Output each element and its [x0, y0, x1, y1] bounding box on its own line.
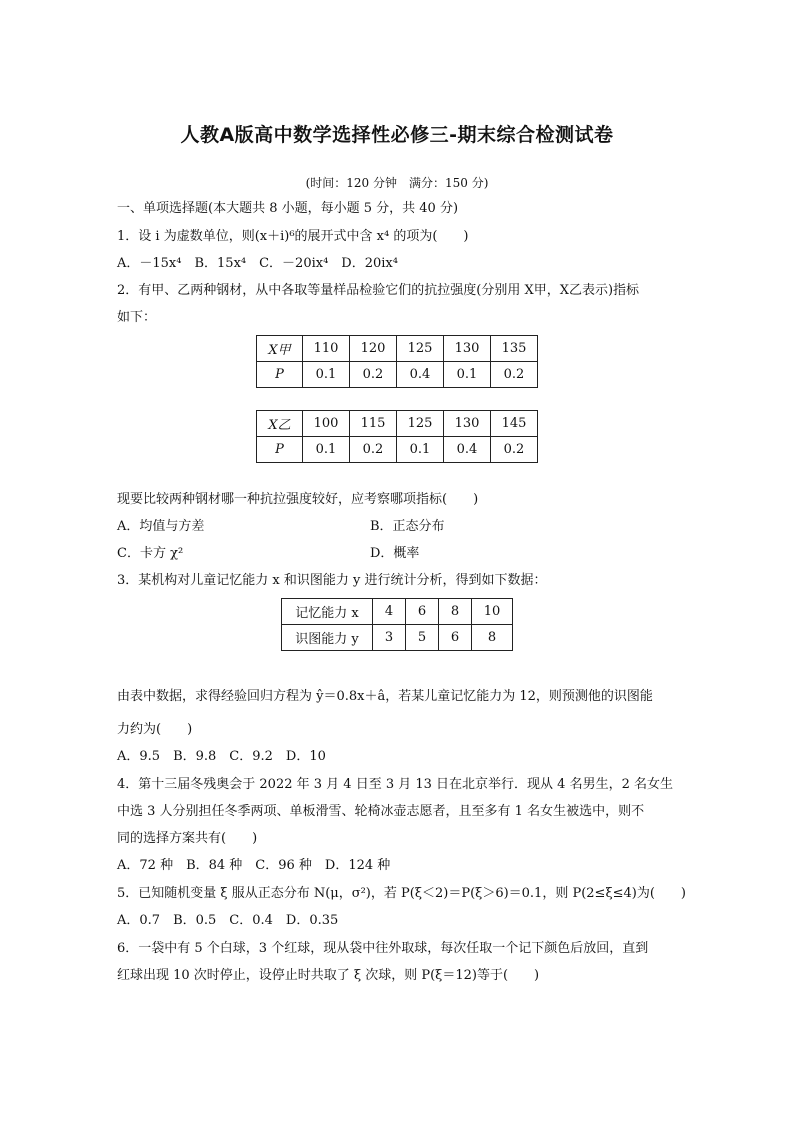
table-cell: 0.4 — [444, 437, 491, 463]
exam-time-score: (时间：120 分钟 满分：150 分) — [305, 176, 489, 190]
table-cell: 0.1 — [444, 362, 491, 388]
table-cell: P — [257, 362, 303, 388]
table-cell: 145 — [491, 411, 538, 437]
table-cell: P — [257, 437, 303, 463]
q6-line2: 红球出现 10 次时停止，设停止时共取了 ξ 次球，则 P(ξ＝12)等于( ) — [117, 968, 540, 983]
table-cell: 0.2 — [491, 437, 538, 463]
table-cell: 0.4 — [397, 362, 444, 388]
table-cell: X乙 — [257, 411, 303, 437]
q5-stem: 5．已知随机变量 ξ 服从正态分布 N(μ，σ²)，若 P(ξ＜2)＝P(ξ＞6)＝0.1，则 P(2≤ξ≤4)为( ) — [117, 886, 686, 901]
table-cell: 6 — [439, 625, 472, 651]
q4-options: A．72 种 B．84 种 C．96 种 D．124 种 — [117, 858, 391, 873]
table-cell: 10 — [472, 599, 513, 625]
q1-options: A．－15x⁴ B．15x⁴ C．－20ix⁴ D．20ix⁴ — [117, 256, 398, 271]
q6-line1: 6．一袋中有 5 个白球，3 个红球，现从袋中往外取球，每次任取一个记下颜色后放回，直到 — [117, 941, 649, 956]
table-cell: 记忆能力 x — [282, 599, 373, 625]
q2-stem-line2: 如下： — [117, 310, 157, 325]
table-cell: X甲 — [257, 336, 303, 362]
table-cell: 识图能力 y — [282, 625, 373, 651]
table-cell: 125 — [397, 411, 444, 437]
q2-question: 现要比较两种钢材哪一种抗拉强度较好，应考察哪项指标( ) — [117, 492, 479, 507]
q2-option-b: B．正态分布 — [370, 519, 445, 534]
table-cell: 135 — [491, 336, 538, 362]
table-cell: 6 — [406, 599, 439, 625]
table-row — [257, 336, 538, 362]
table-cell: 0.1 — [303, 362, 350, 388]
table-row — [257, 411, 538, 437]
table-row — [257, 362, 538, 388]
table-cell: 110 — [303, 336, 350, 362]
q5-options: A．0.7 B．0.5 C．0.4 D．0.35 — [117, 913, 339, 928]
q3-stem: 3．某机构对儿童记忆能力 x 和识图能力 y 进行统计分析，得到如下数据： — [117, 573, 547, 588]
table-cell: 8 — [472, 625, 513, 651]
q3-line2: 由表中数据，求得经验回归方程为 ŷ＝0.8x＋â，若某儿童记忆能力为 12，则预测他的识图能 — [117, 689, 653, 704]
table-cell: 0.2 — [350, 437, 397, 463]
table-cell: 130 — [444, 336, 491, 362]
table-cell: 115 — [350, 411, 397, 437]
q3-options: A．9.5 B．9.8 C．9.2 D．10 — [117, 749, 326, 764]
exam-title: 人教A版高中数学选择性必修三-期末综合检测试卷 — [180, 124, 614, 146]
table-cell: 0.2 — [491, 362, 538, 388]
table-cell: 100 — [303, 411, 350, 437]
q4-line3: 同的选择方案共有( ) — [117, 831, 258, 846]
q2-option-c: C．卡方 χ² — [117, 546, 184, 561]
table-cell: 0.1 — [397, 437, 444, 463]
table-cell: 3 — [373, 625, 406, 651]
q3-table — [281, 598, 513, 651]
table-row — [282, 625, 513, 651]
q2-table-yi — [256, 410, 538, 463]
table-cell: 125 — [397, 336, 444, 362]
q4-line1: 4．第十三届冬残奥会于 2022 年 3 月 4 日至 3 月 13 日在北京举行．现从 4 名男生，2 名女生 — [117, 777, 673, 792]
q2-option-a: A．均值与方差 — [117, 519, 205, 534]
q4-line2: 中选 3 人分别担任冬季两项、单板滑雪、轮椅冰壶志愿者，且至多有 1 名女生被选中，则不 — [117, 804, 645, 819]
q1-stem: 1．设 i 为虚数单位，则(x＋i)⁶的展开式中含 x⁴ 的项为( ) — [117, 229, 469, 244]
table-row — [282, 599, 513, 625]
table-cell: 120 — [350, 336, 397, 362]
q3-line3: 力约为( ) — [117, 722, 193, 737]
q2-option-d: D．概率 — [370, 546, 420, 561]
table-row — [257, 437, 538, 463]
table-cell: 4 — [373, 599, 406, 625]
section-heading: 一、单项选择题(本大题共 8 小题，每小题 5 分，共 40 分) — [117, 201, 459, 216]
q2-stem-line1: 2．有甲、乙两种钢材，从中各取等量样品检验它们的抗拉强度(分别用 X甲，X乙表示)指标 — [117, 283, 640, 298]
table-cell: 0.1 — [303, 437, 350, 463]
q2-table-jia — [256, 335, 538, 388]
table-cell: 5 — [406, 625, 439, 651]
table-cell: 130 — [444, 411, 491, 437]
table-cell: 0.2 — [350, 362, 397, 388]
table-cell: 8 — [439, 599, 472, 625]
